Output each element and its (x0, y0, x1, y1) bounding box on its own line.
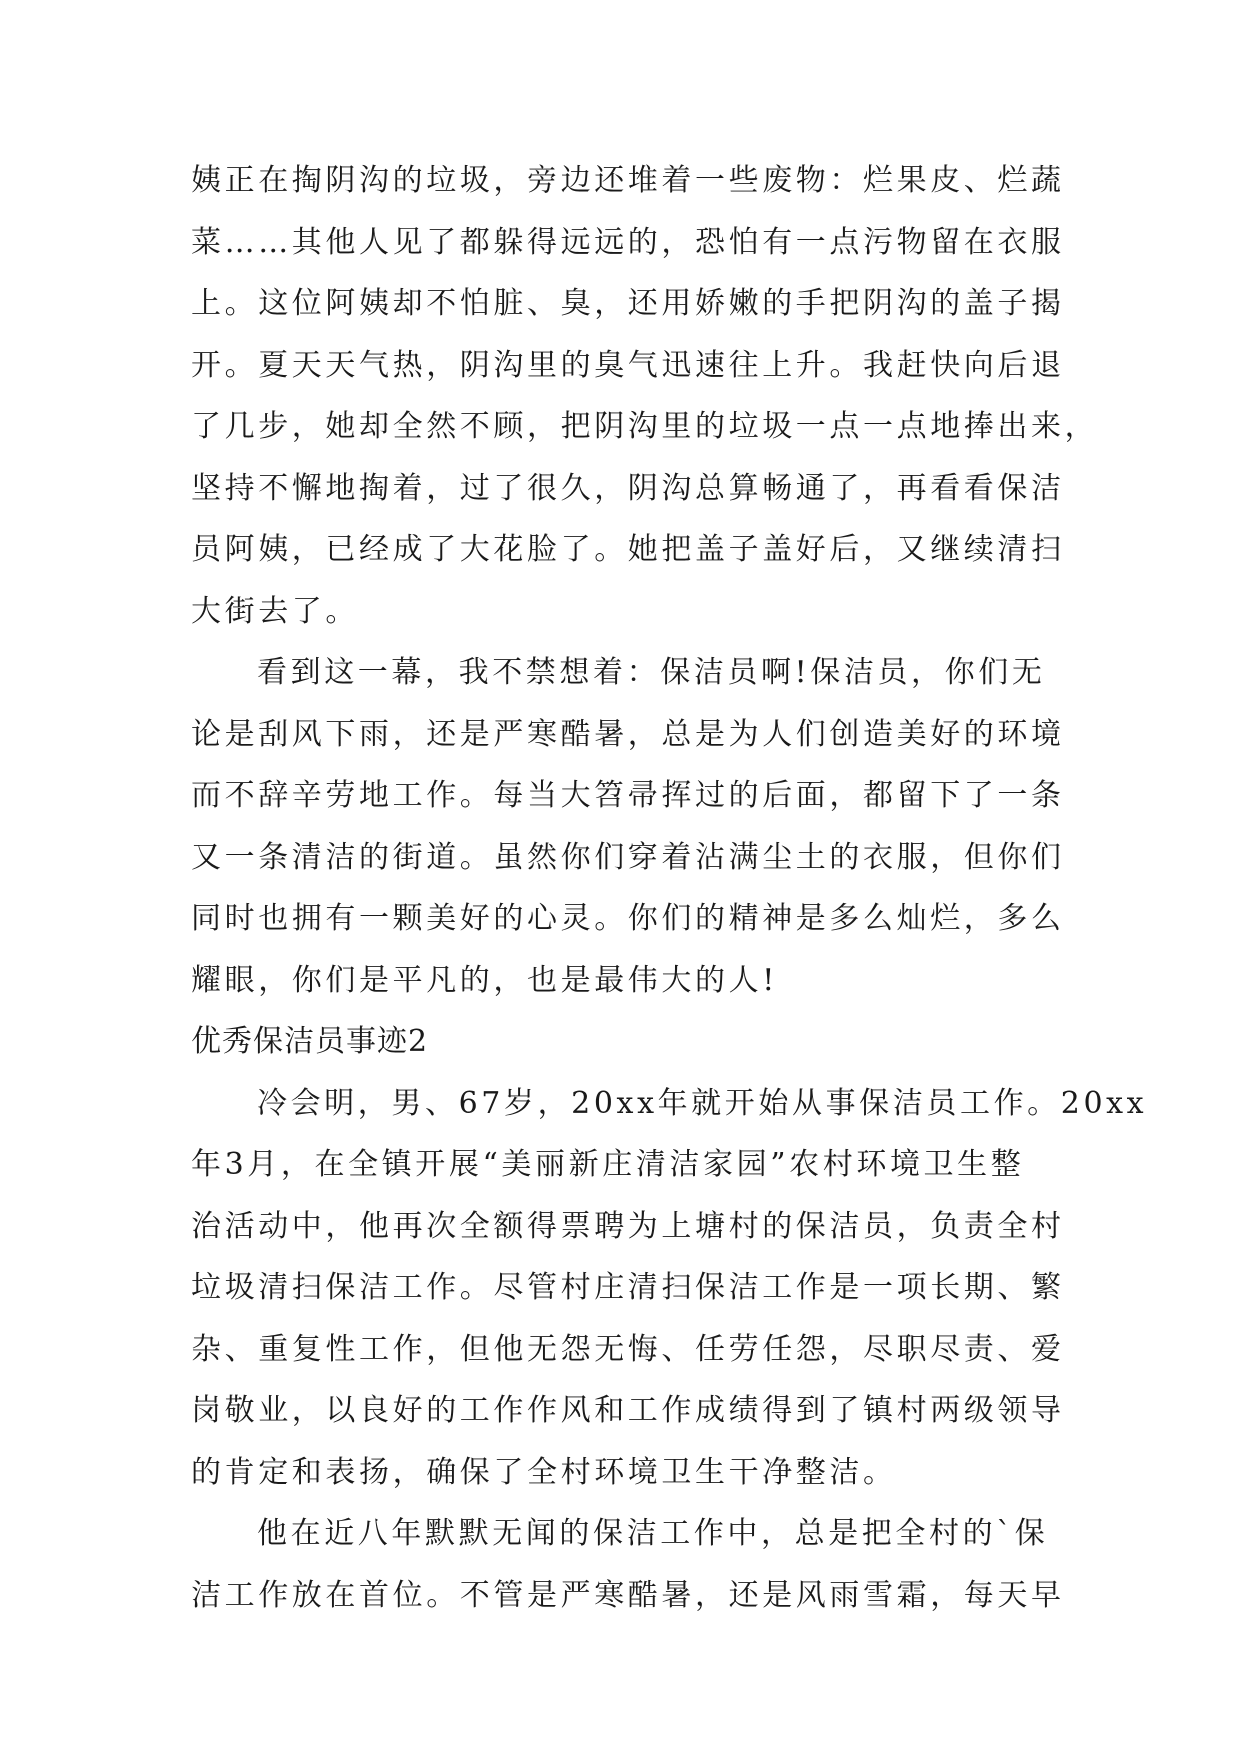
text-line: 开。夏天天气热，阴沟里的臭气迅速往上升。我赶快向后退 (191, 347, 1065, 383)
text-line: 同时也拥有一颗美好的心灵。你们的精神是多么灿烂，多么 (191, 901, 1065, 936)
text-line: 耀眼，你们是平凡的，也是最伟大的人! (191, 962, 778, 998)
text-line: 员阿姨，已经成了大花脸了。她把盖子盖好后，又继续清扫 (191, 532, 1065, 567)
text-line: 上。这位阿姨却不怕脏、臭，还用娇嫩的手把阴沟的盖子揭 (191, 286, 1065, 321)
text-line: 菜……其他人见了都躲得远远的，恐怕有一点污物留在衣服 (191, 224, 1065, 260)
text-line: 了几步，她却全然不顾，把阴沟里的垃圾一点一点地捧出来， (191, 409, 1099, 444)
paragraph-first-line: 他在近八年默默无闻的保洁工作中，总是把全村的`保 (257, 1516, 1049, 1551)
paragraph-first-line: 冷会明，男、67岁，20xx年就开始从事保洁员工作。20xx (257, 1085, 1148, 1121)
document-page (191, 150, 1148, 1626)
section-heading: 优秀保洁员事迹2 (191, 1024, 429, 1059)
text-line: 又一条清洁的街道。虽然你们穿着沾满尘土的衣服，但你们 (191, 839, 1065, 875)
paragraph-first-line: 看到这一幕，我不禁想着：保洁员啊!保洁员，你们无 (257, 655, 1046, 690)
text-line: 岗敬业，以良好的工作作风和工作成绩得到了镇村两级领导 (191, 1393, 1065, 1428)
text-line: 的肯定和表扬，确保了全村环境卫生干净整洁。 (191, 1454, 897, 1490)
text-line: 年3月，在全镇开展“美丽新庄清洁家园”农村环境卫生整 (191, 1147, 1025, 1182)
text-line: 大街去了。 (191, 593, 359, 629)
text-line: 论是刮风下雨，还是严寒酷暑，总是为人们创造美好的环境 (191, 716, 1065, 752)
text-line: 洁工作放在首位。不管是严寒酷暑，还是风雨雪霜，每天早 (191, 1577, 1065, 1613)
text-line: 垃圾清扫保洁工作。尽管村庄清扫保洁工作是一项长期、繁 (191, 1270, 1065, 1305)
text-line: 姨正在掏阴沟的垃圾，旁边还堆着一些废物：烂果皮、烂蔬 (191, 163, 1065, 198)
text-line: 而不辞辛劳地工作。每当大笤帚挥过的后面，都留下了一条 (191, 778, 1065, 813)
text-line: 杂、重复性工作，但他无怨无悔、任劳任怨，尽职尽责、爱 (191, 1331, 1065, 1367)
text-line: 治活动中，他再次全额得票聘为上塘村的保洁员，负责全村 (191, 1208, 1065, 1244)
text-line: 坚持不懈地掏着，过了很久，阴沟总算畅通了，再看看保洁 (191, 470, 1065, 506)
